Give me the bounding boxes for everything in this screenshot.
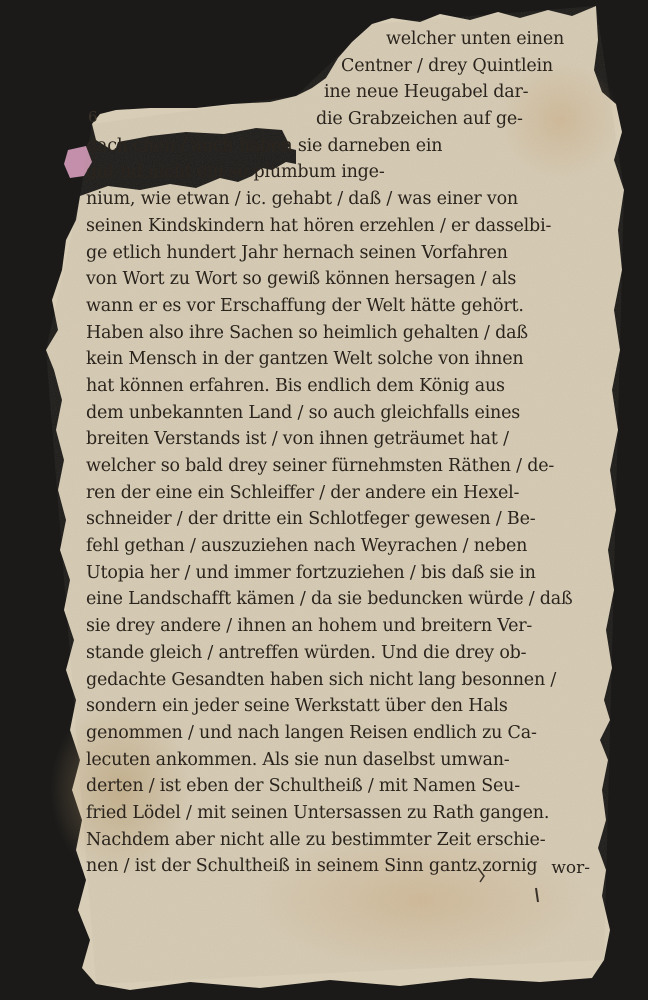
text-line: ren der eine ein Schleiffer / der andere ein Hexel- [86, 482, 520, 503]
text-line: gedachte Gesandten haben sich nicht lang besonnen / [86, 669, 557, 690]
text-line: von Wort zu Wort so gewiß können hersagen / als [86, 269, 517, 290]
text-line: Utopia her / und immer fortzuziehen / bis daß sie in [86, 562, 536, 583]
text-line: sie drey andere / ihnen an hohem und breitern Ver- [86, 616, 533, 637]
text-line: nium, wie etwan / ic. gehabt / daß / was einer von [86, 189, 518, 210]
text-line: welcher so bald drey seiner fürnehmsten Räthen / de- [86, 456, 555, 476]
text-line: fehl gethan / auszuziehen nach Weyrachen / neben [86, 536, 528, 557]
text-line: dach chen / auch haben sie darneben ein [86, 135, 443, 156]
text-line: sondern ein jeder seine Werkstatt über den Hals [86, 696, 508, 717]
signature-mark: 6 [88, 108, 98, 126]
text-line: nen / ist der Schultheiß in seinem Sinn gantz zornig [86, 856, 538, 877]
text-line: stande gleich / antreffen würden. Und die drey ob- [86, 642, 527, 663]
catchword: wor- [551, 858, 590, 878]
text-line: Nachdem aber nicht alle zu bestimmter Zeit erschie- [86, 829, 546, 850]
text-line: gut nd nicht ein so plumbum inge- [86, 162, 385, 183]
text-line: schneider / der dritte ein Schlotfeger gewesen / Be- [86, 509, 536, 530]
text-line: Centner / drey Quintlein [341, 55, 553, 76]
text-line: dem unbekannten Land / so auch gleichfalls eines [86, 402, 521, 423]
text-line: wann er es vor Erschaffung der Welt hätte gehört. [86, 295, 524, 316]
text-line: breiten Verstands ist / von ihnen geträumet hat / [86, 429, 509, 450]
text-line: ine neue Heugabel dar- [324, 82, 529, 103]
right-torn-gap [610, 650, 648, 900]
text-line: fried Lödel / mit seinen Untersassen zu Rath gangen. [86, 802, 550, 823]
text-line: seinen Kindskindern hat hören erzehlen / er dasselbi- [86, 215, 552, 236]
text-line: lecuten ankommen. Als sie nun daselbst umwan- [86, 749, 510, 770]
text-line: genommen / und nach langen Reisen endlich zu Ca- [86, 722, 537, 743]
text-line: ge etlich hundert Jahr hernach seinen Vorfahren [86, 242, 508, 263]
printed-text-block [86, 26, 592, 880]
text-line: derten / ist eben der Schultheiß / mit Namen Seu- [86, 776, 520, 797]
text-line: hat können erfahren. Bis endlich dem König aus [86, 375, 505, 396]
text-line: eine Landschafft kämen / da sie beduncken würde / daß [86, 589, 573, 610]
text-line: die Grabzeichen auf ge- [316, 109, 523, 130]
text-line: Haben also ihre Sachen so heimlich gehalten / daß [86, 322, 528, 343]
text-line: welcher unten einen [386, 29, 565, 49]
text-line: kein Mensch in der gantzen Welt solche von ihnen [86, 349, 524, 370]
